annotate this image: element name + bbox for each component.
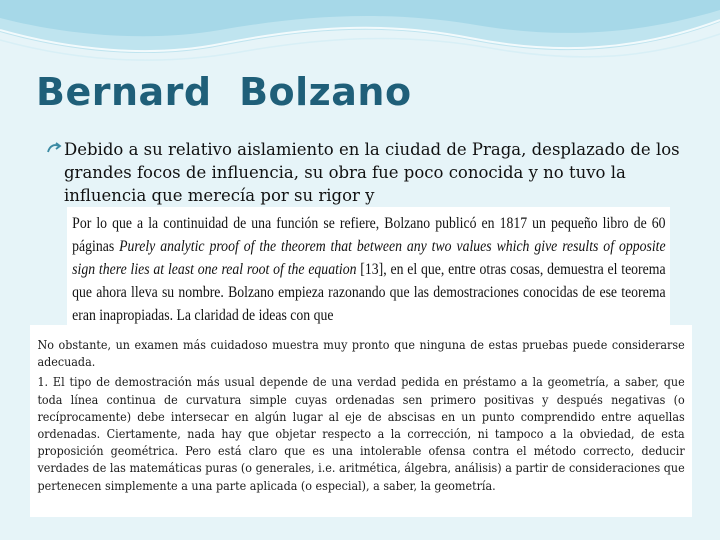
excerpt-2-paragraph-2: 1. El tipo de demostración más usual depende de una verdad pedida en préstamo a la geometría, a saber, que toda línea continua de curvatura simple cuyas ordenadas sen primero positivas y después negativas (o recíprocamente) debe intersecar en algún lugar al eje de abscisas en un punto comprendido entre aquellas ordenadas. Ciertamente, nada hay que objetar respecto a la corrección, ni tampoco a la obviedad, de esta proposición geométrica. Pero está claro que es una intolerable ofensa contra el método correcto, deducir verdades de las matemáticas puras (o generales, i.e. aritmética, álgebra, análisis) a partir de consideraciones que pertenecen simplemente a una parte aplicada (o especial), a saber, la geometría. bbox=[37, 375, 685, 493]
scanned-text-excerpt-1 bbox=[67, 207, 670, 329]
bullet-text: Debido a su relativo aislamiento en la ciudad de Praga, desplazado de los grandes focos de influencia, su obra fue poco conocida y no tuvo la influencia que merecía por su rigor y bbox=[64, 140, 680, 205]
excerpt-2-paragraph-1: No obstante, un examen más cuidadoso muestra muy pronto que ninguna de estas pruebas puede considerarse adecuada. bbox=[37, 338, 685, 370]
excerpt-1-book-title: Purely analytic proof of the theorem that between any two values which give results of opposite sign there lies at least one real root of the equation bbox=[72, 238, 666, 278]
curved-arrow-icon bbox=[46, 140, 62, 156]
scanned-text-excerpt-2 bbox=[30, 325, 692, 517]
bullet-item bbox=[46, 138, 686, 207]
excerpt-1-paragraph bbox=[67, 207, 670, 327]
wave-header-decoration bbox=[0, 0, 720, 80]
excerpt-1-text-end: [13], en el que, entre otras cosas, demuestra el teorema que ahora lleva su nombre. Bolzano empieza razonando que las demostraciones conocidas de ese teorema eran inapropiadas. La claridad de ideas con que bbox=[72, 261, 666, 324]
excerpt-1-text-start: Por lo que a la continuidad de una función se refiere, Bolzano publicó en 1817 un pequeño libro de 60 páginas bbox=[72, 215, 666, 255]
slide-title: Bernard Bolzano bbox=[36, 70, 412, 114]
